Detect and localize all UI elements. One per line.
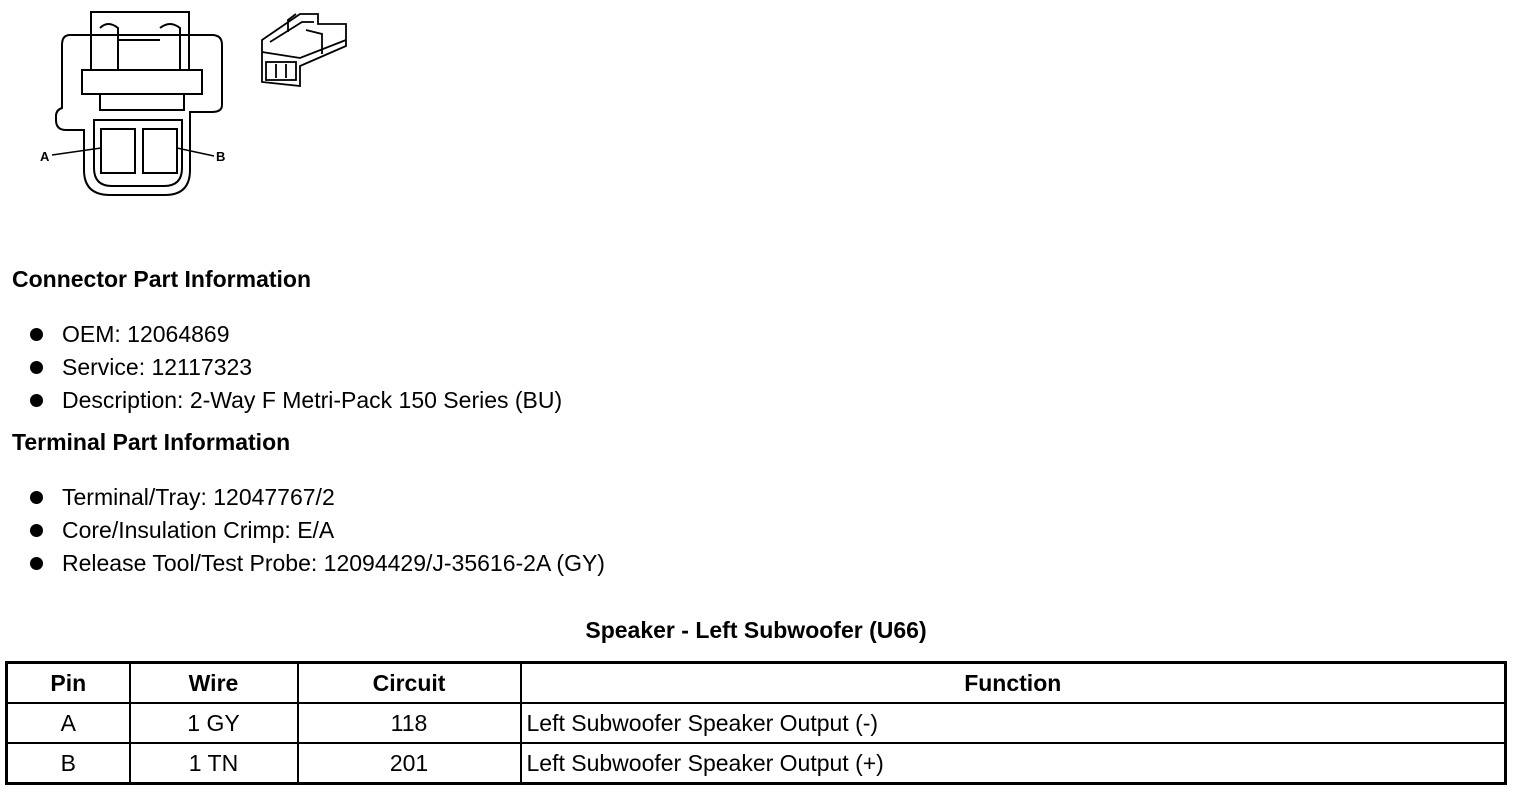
cell-pin: A bbox=[7, 703, 130, 743]
connector-diagram bbox=[0, 0, 380, 210]
pin-table bbox=[5, 661, 1507, 785]
list-item: Description: 2-Way F Metri-Pack 150 Series (BU) bbox=[0, 384, 562, 417]
bullet-icon bbox=[30, 491, 43, 504]
list-item: Release Tool/Test Probe: 12094429/J-35616-2A (GY) bbox=[0, 547, 605, 580]
terminal-info-list bbox=[0, 481, 605, 580]
header-pin: Pin bbox=[7, 663, 130, 704]
cavity-a bbox=[101, 129, 135, 173]
cell-wire: 1 GY bbox=[130, 703, 298, 743]
bullet-icon bbox=[30, 361, 43, 374]
header-wire: Wire bbox=[130, 663, 298, 704]
table-row bbox=[7, 743, 1506, 784]
bullet-icon bbox=[30, 524, 43, 537]
cell-function: Left Subwoofer Speaker Output (-) bbox=[521, 703, 1506, 743]
cell-wire: 1 TN bbox=[130, 743, 298, 784]
pin-a-callout: A bbox=[40, 149, 50, 164]
header-circuit: Circuit bbox=[298, 663, 521, 704]
bullet-icon bbox=[30, 328, 43, 341]
list-item: OEM: 12064869 bbox=[0, 318, 562, 351]
table-header-row bbox=[7, 663, 1506, 704]
pin-table-title: Speaker - Left Subwoofer (U66) bbox=[585, 617, 927, 643]
list-item: Core/Insulation Crimp: E/A bbox=[0, 514, 605, 547]
list-item: Terminal/Tray: 12047767/2 bbox=[0, 481, 605, 514]
connector-info-title: Connector Part Information bbox=[12, 266, 312, 292]
header-function: Function bbox=[521, 663, 1506, 704]
cell-function: Left Subwoofer Speaker Output (+) bbox=[521, 743, 1506, 784]
connector-info-list bbox=[0, 318, 562, 417]
cell-circuit: 118 bbox=[298, 703, 521, 743]
cell-circuit: 201 bbox=[298, 743, 521, 784]
table-row bbox=[7, 703, 1506, 743]
connector-iso-view bbox=[262, 14, 346, 86]
bullet-icon bbox=[30, 557, 43, 570]
connector-face-view bbox=[52, 12, 222, 195]
pin-b-callout: B bbox=[216, 149, 226, 164]
bullet-icon bbox=[30, 394, 43, 407]
cell-pin: B bbox=[7, 743, 130, 784]
list-item: Service: 12117323 bbox=[0, 351, 562, 384]
cavity-b bbox=[143, 129, 177, 173]
terminal-info-title: Terminal Part Information bbox=[12, 429, 291, 455]
